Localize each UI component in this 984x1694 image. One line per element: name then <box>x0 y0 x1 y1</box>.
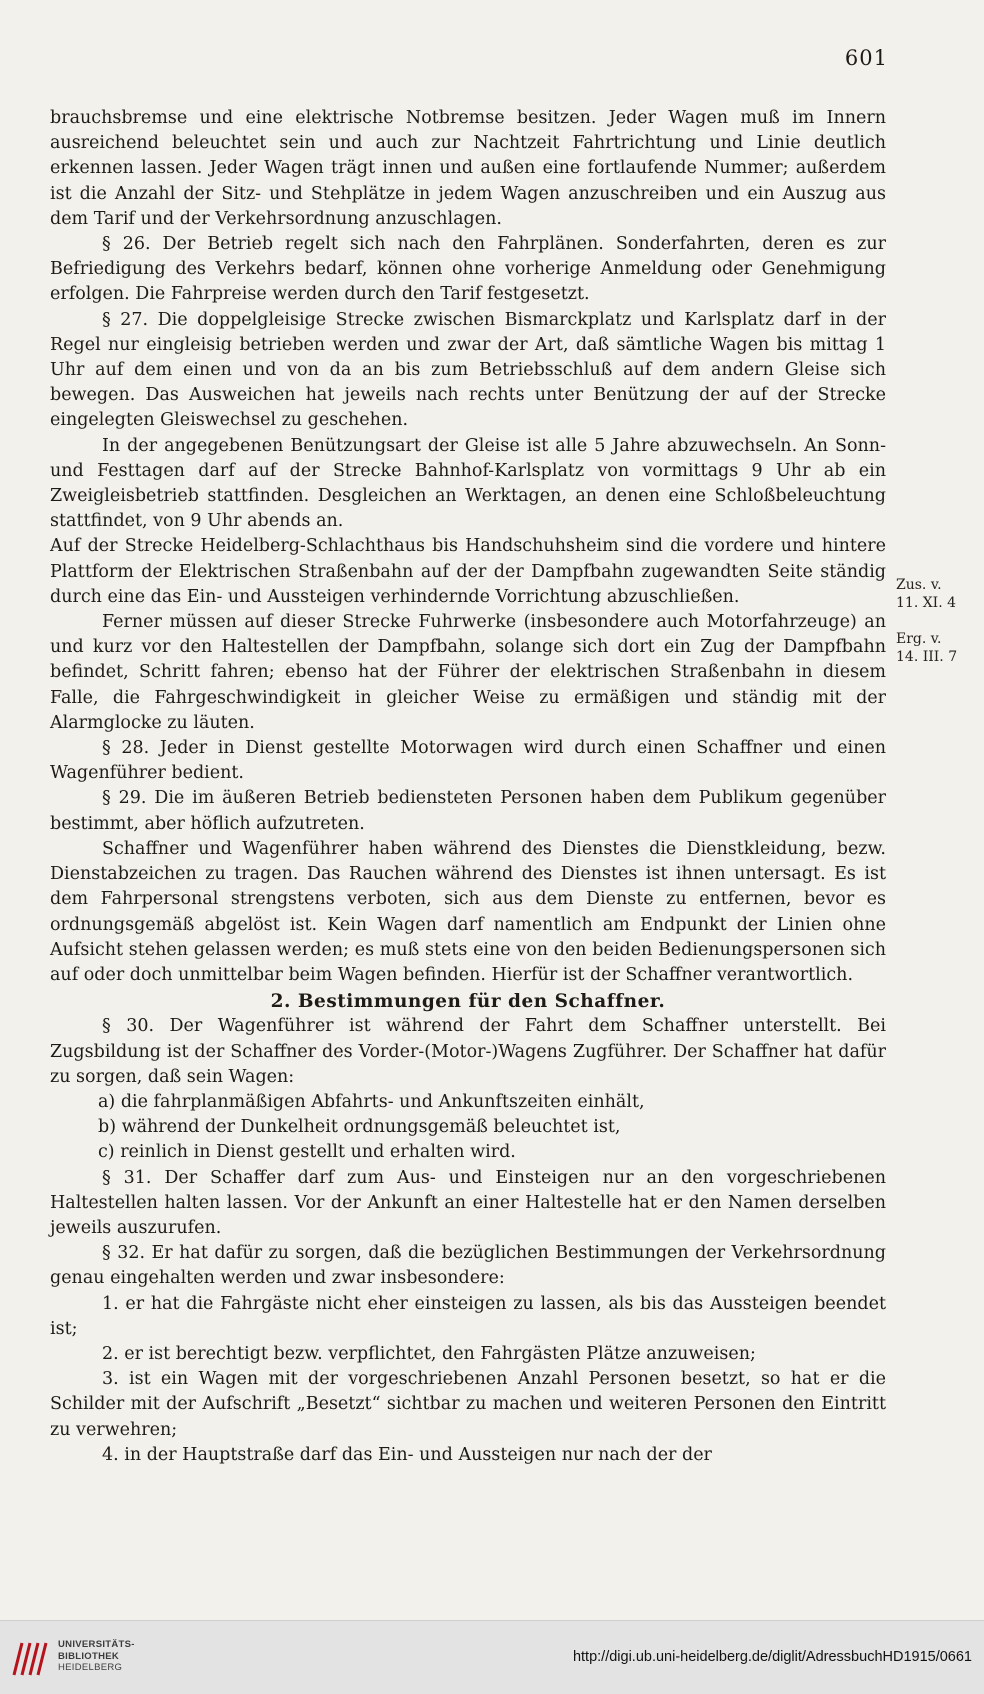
paragraph-section-30: § 30. Der Wagenführer ist während der Fahrt dem Schaffner unterstellt. Bei Zugsbildung ist der Schaffner des Vorder-(Motor-)Wagens Zugführer. Der Schaffner hat dafür zu sorgen, daß sein Wagen: <box>50 1016 886 1087</box>
body-text <box>50 106 886 1468</box>
marginal-note-label: Erg. v. <box>896 631 942 647</box>
marginal-note <box>896 576 982 612</box>
list-item: c) reinlich in Dienst gestellt und erhalten wird. <box>98 1142 516 1163</box>
list-item: 4. in der Hauptstraße darf das Ein- und Aussteigen nur nach der der <box>102 1444 712 1465</box>
paragraph-vehicles: Ferner müssen auf dieser Strecke Fuhrwerke (insbesondere auch Motorfahrzeuge) an und kurz vor den Haltestellen der Dampfbahn, solange sich dort ein Zug der Dampfbahn befindet, Schritt fahren; ebenso hat der Führer der elektrischen Straßenbahn in diesem Falle, die Fahrgeschwindigkeit in gleicher Weise zu ermäßigen und ständig mit der Alarmglocke zu läuten. <box>50 612 886 733</box>
library-logo-text: UNIVERSITÄTS- BIBLIOTHEK HEIDELBERG <box>58 1639 135 1673</box>
list-item: 3. ist ein Wagen mit der vorgeschriebenen Anzahl Personen besetzt, so hat er die Schilder mit der Aufschrift „Besetzt“ sichtbar zu machen und weiteren Personen den Eintritt zu verwehren; <box>50 1369 886 1440</box>
university-seal-icon <box>10 1639 52 1679</box>
marginal-note-label: Zus. v. <box>896 577 942 593</box>
paragraph-section-29: § 29. Die im äußeren Betrieb bediensteten Personen haben dem Publikum gegenüber bestimmt, aber höflich aufzutreten. <box>50 788 886 834</box>
list-item: b) während der Dunkelheit ordnungsgemäß beleuchtet ist, <box>98 1117 621 1138</box>
section-heading: 2. Bestimmungen für den Schaffner. <box>270 991 666 1013</box>
paragraph-track-usage: In der angegebenen Benützungsart der Gleise ist alle 5 Jahre abzuwechseln. An Sonn- und Festtagen darf auf der Strecke Bahnhof-Karlsplatz von vormittags 9 Uhr ab ein Zweigleisbetrieb stattfinden. Desgleichen an Werktagen, an denen eine Schloßbeleuchtung stattfindet, von 9 Uhr abends an. <box>50 435 886 532</box>
paragraph-section-28: § 28. Jeder in Dienst gestellte Motorwagen wird durch einen Schaffner und einen Wagenführer bedient. <box>50 738 886 784</box>
marginal-note-date: 11. XI. 4 <box>896 595 957 611</box>
paragraph-section-32: § 32. Er hat dafür zu sorgen, daß die bezüglichen Bestimmungen der Verkehrsordnung genau eingehalten werden und zwar insbesondere: <box>50 1243 886 1289</box>
marginal-note <box>896 630 982 666</box>
page-number: 601 <box>844 46 888 70</box>
list-item: a) die fahrplanmäßigen Abfahrts- und Ankunftszeiten einhält, <box>98 1091 645 1112</box>
permalink-url[interactable]: http://digi.ub.uni-heidelberg.de/diglit/AdressbuchHD1915/0661 <box>572 1649 972 1665</box>
footer-bar <box>0 1620 984 1694</box>
paragraph-section-27: § 27. Die doppelgleisige Strecke zwischen Bismarckplatz und Karlsplatz darf in der Regel nur eingleisig betrieben werden und zwar der Art, daß sämtliche Wagen bis mittag 1 Uhr auf dem einen und von da an bis zum Betriebsschluß auf dem andern Gleise sich bewegen. Das Ausweichen hat jeweils nach rechts unter Benützung der auf der Strecke eingelegten Gleiswechsel zu geschehen. <box>50 309 886 431</box>
paragraph-intro: brauchsbremse und eine elektrische Notbremse besitzen. Jeder Wagen muß im Innern ausreichend beleuchtet sein und auch zur Nachtzeit Fahrtrichtung und Linie deutlich erkennen lassen. Jeder Wagen trägt innen und außen eine fortlaufende Nummer; außerdem ist die Anzahl der Sitz- und Stehplätze in jedem Wagen anzuschreiben und ein Auszug aus dem Tarif und der Verkehrsordnung anzuschlagen. <box>50 108 886 229</box>
paragraph-handschuhsheim: Auf der Strecke Heidelberg-Schlachthaus bis Handschuhsheim sind die vordere und hintere Plattform der Elektrischen Straßenbahn auf der der Dampfbahn zugewandten Seite ständig durch eine das Ein- und Aussteigen verhindernde Vorrichtung abzuschließen. <box>50 536 886 607</box>
paragraph-section-31: § 31. Der Schaffer darf zum Aus- und Einsteigen nur an den vorgeschriebenen Haltestellen halten lassen. Vor der Ankunft an einer Haltestelle hat er den Namen derselben jeweils auszurufen. <box>50 1167 886 1238</box>
paragraph-section-26: § 26. Der Betrieb regelt sich nach den Fahrplänen. Sonderfahrten, deren es zur Befriedigung des Verkehrs bedarf, können ohne vorherige Anmeldung oder Genehmigung erfolgen. Die Fahrpreise werden durch den Tarif festgesetzt. <box>50 234 886 305</box>
paragraph-uniform: Schaffner und Wagenführer haben während des Dienstes die Dienstkleidung, bezw. Dienstabzeichen zu tragen. Das Rauchen während des Dienstes ist ihnen untersagt. Es ist dem Fahrpersonal strengstens verboten, sich aus dem Dienste zu entfernen, bevor es ordnungsgemäß abgelöst ist. Kein Wagen darf namentlich am Endpunkt der Linien ohne Aufsicht stehen gelassen werden; es muß stets eine von den beiden Bedienungspersonen sich auf oder doch unmittelbar beim Wagen befinden. Hierfür ist der Schaffner verantwortlich. <box>50 838 886 985</box>
list-item: 1. er hat die Fahrgäste nicht eher einsteigen zu lassen, als bis das Aussteigen beendet ist; <box>50 1293 886 1339</box>
marginal-note-date: 14. III. 7 <box>896 649 958 665</box>
list-item: 2. er ist berechtigt bezw. verpflichtet, den Fahrgästen Plätze anzuweisen; <box>102 1343 756 1364</box>
